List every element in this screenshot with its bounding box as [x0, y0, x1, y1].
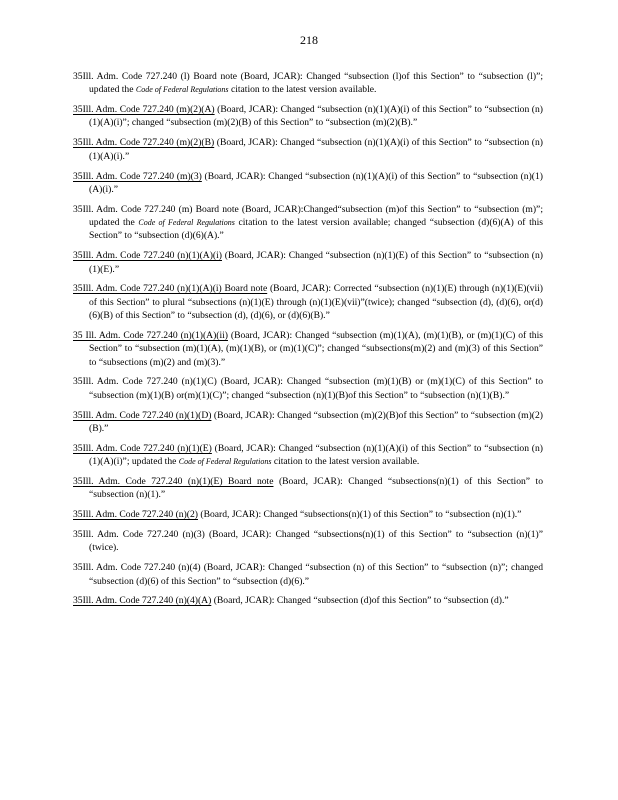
rule-citation: 35Ill. Adm. Code 727.240 (m) Board note [73, 203, 239, 215]
amendment-entry [73, 409, 543, 436]
amendment-entry [73, 282, 543, 322]
amendment-entry [73, 561, 543, 588]
amendment-entry [73, 103, 543, 130]
amendment-entry [73, 528, 543, 555]
rule-citation: 35Ill. Adm. Code 727.240 (n)(4) [73, 562, 201, 574]
amendment-entry [73, 70, 543, 97]
rule-citation: 35Ill. Adm. Code 727.240 (m)(2)(A) [73, 104, 215, 116]
amendment-entry [73, 170, 543, 197]
amendment-entry [73, 475, 543, 502]
rule-citation: 35Ill. Adm. Code 727.240 (m)(3) [73, 170, 202, 182]
amendment-entry [73, 249, 543, 276]
amendment-text: (Board, JCAR): Changed “subsection (n)(1)(A)(i) of this Section” to “subsection (n)(1)(A)(i).” [89, 137, 543, 162]
rule-citation: 35Ill. Adm. Code 727.240 (n)(1)(E) Board note [73, 475, 274, 487]
amendment-text: (Board, JCAR): Changed “subsection (l)of this Section” to “subsection (l)”; updated the [89, 71, 543, 96]
rule-citation: 35Ill. Adm. Code 727.240 (m)(2)(B) [73, 137, 215, 149]
rule-citation: 35Ill. Adm. Code 727.240 (n)(2) [73, 509, 198, 521]
amendment-text: (Board, JCAR): Changed “subsection (m)(1)(A), (m)(1)(B), or (m)(1)(C) of this Section” to “subsection (m)(1)(A), (m)(1)(B), or (m)(1)(C)”; changed “subsections(m)(2) and (m)(3) of this Section” to “subsections (m)(2) and (m)(3).” [89, 329, 543, 368]
amendment-text: (Board, JCAR): Changed “subsection (m)(2)(B)of this Section” to “subsection (m)(2)(B).” [89, 409, 543, 434]
amendment-entry [73, 375, 543, 402]
rule-citation: 35Ill. Adm. Code 727.240 (n)(1)(A)(i) [73, 250, 222, 262]
page-number: 218 [300, 33, 318, 47]
rule-citation: 35 Ill. Adm. Code 727.240 (n)(1)(A)(ii) [73, 329, 228, 341]
amendment-list [73, 70, 543, 614]
amendment-text: (Board, JCAR): Changed “subsection (n)(1)(A)(i) of this Section” to “subsection (n)(1)(A)(i)”; changed “subsection (m)(2)(B) of this Section” to “subsection (m)(2)(B).” [89, 104, 543, 129]
rule-citation: 35Ill. Adm. Code 727.240 (n)(4)(A) [73, 595, 212, 607]
regulation-title: Code of Federal Regulations [138, 218, 235, 228]
amendment-text: (Board, JCAR): Changed “subsection (d)of this Section” to “subsection (d).” [211, 595, 509, 607]
amendment-text: citation to the latest version available. [228, 84, 377, 96]
amendment-text: (Board, JCAR): Changed “subsection (n)(1)(A)(i) of this Section” to “subsection (n)(1)(A)(i).” [89, 170, 543, 195]
regulation-title: Code of Federal Regulations [135, 85, 229, 95]
amendment-text: (Board, JCAR): Changed “subsection (n)(1)(E) of this Section” to “subsection (n)(1)(E).” [89, 250, 543, 275]
amendment-text: (Board, JCAR): Changed “subsections(n)(1) of this Section” to “subsection (n)(1)” (twice). [89, 529, 543, 554]
regulation-title: Code of Federal Regulations [178, 457, 272, 467]
amendment-entry [73, 508, 543, 521]
amendment-text: (Board, JCAR): Changed “subsection (n) of this Section” to “subsection (n)”; changed “subsection (d)(6) of this Section” to “subsection (d)(6).” [89, 562, 543, 587]
rule-citation: 35Ill. Adm. Code 727.240 (n)(1)(D) [73, 409, 212, 421]
amendment-text: (Board, JCAR): Changed “subsections(n)(1) of this Section” to “subsection (n)(1).” [197, 509, 522, 521]
amendment-entry [73, 136, 543, 163]
amendment-text: citation to the latest version available; changed “subsection (d)(6)(A) of this Section” to “subsection (d)(6)(A).” [89, 217, 544, 242]
amendment-text: (Board, JCAR):Changed“subsection (m)of this Section” to “subsection (m)”; updated the [89, 203, 543, 229]
rule-citation: 35Ill. Adm. Code 727.240 (n)(1)(E) [73, 442, 212, 454]
amendment-entry [73, 594, 543, 607]
amendment-text: (Board, JCAR): Changed “subsection (n)(1)(A)(i) of this Section” to “subsection (n)(1)(A)(i)”; updated the [89, 442, 543, 468]
amendment-text: (Board, JCAR): Corrected “subsection (n)(1)(E) through (n)(1)(E)(vii) of this Section” to plural “subsections (n)(1)(E) through (n)(1)(E)(vii)”(twice); changed “subsection (d), (d)(6), or(d)(6)(B) of this Section” to “subsection (d), (d)(6), or (d)(6)(B).” [89, 283, 543, 322]
amendment-entry [73, 329, 543, 369]
rule-citation: 35Ill. Adm. Code 727.240 (n)(1)(C) [73, 376, 217, 388]
amendment-text: (Board, JCAR): Changed “subsections(n)(1) of this Section” to “subsection (n)(1).” [89, 475, 544, 501]
amendment-entry [73, 442, 543, 469]
rule-citation: 35Ill. Adm. Code 727.240 (n)(1)(A)(i) Board note [73, 283, 268, 295]
amendment-text: (Board, JCAR): Changed “subsection (m)(1)(B) or (m)(1)(C) of this Section” to “subsection (m)(1)(B) or(m)(1)(C)”; changed “subsection (n)(1)(B)of this Section” to “subsection (n)(1)(B).” [89, 376, 543, 401]
amendment-entry [73, 203, 543, 243]
amendment-text: citation to the latest version available. [271, 456, 420, 468]
rule-citation: 35Ill. Adm. Code 727.240 (l) Board note [73, 71, 237, 82]
rule-citation: 35Ill. Adm. Code 727.240 (n)(3) [73, 529, 205, 541]
